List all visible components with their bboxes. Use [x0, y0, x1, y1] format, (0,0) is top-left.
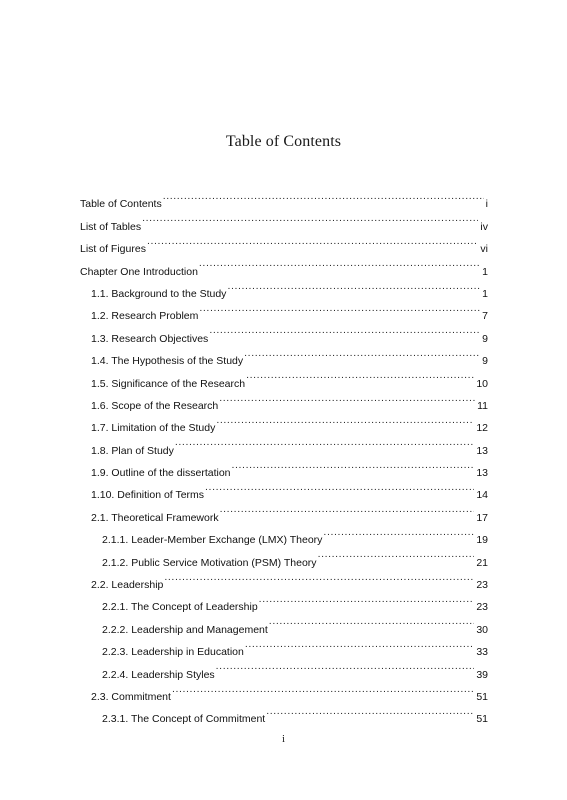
toc-entry-label: List of Tables	[80, 220, 142, 233]
toc-entry[interactable]	[80, 230, 488, 256]
toc-entry-label: 1.4. The Hypothesis of the Study	[91, 355, 244, 368]
toc-entry-page: 39	[476, 668, 488, 681]
toc-entry-page: 51	[476, 690, 488, 703]
toc-entry-label: 2.2.1. The Concept of Leadership	[102, 601, 258, 614]
toc-entry-page: iv	[480, 220, 488, 233]
toc-dot-leader	[269, 610, 475, 632]
toc-entry-label: 2.3.1. The Concept of Commitment	[102, 713, 266, 726]
toc-dot-leader	[266, 700, 474, 722]
toc-entry-page: 9	[482, 332, 488, 345]
toc-entry-label: 1.10. Definition of Terms	[91, 489, 205, 502]
toc-dot-leader	[164, 566, 474, 588]
toc-entry[interactable]	[80, 207, 488, 233]
toc-dot-leader	[219, 387, 475, 409]
toc-entry-page: 19	[476, 534, 488, 547]
toc-dot-leader	[259, 588, 475, 610]
toc-entry-label: 1.8. Plan of Study	[91, 444, 174, 457]
toc-dot-leader	[232, 454, 475, 476]
toc-entry-label: Chapter One Introduction	[80, 265, 198, 278]
toc-dot-leader	[142, 207, 478, 229]
toc-dot-leader	[147, 230, 478, 252]
toc-entry-page: 1	[482, 265, 488, 278]
toc-dot-leader	[323, 521, 474, 543]
toc-entry-page: 30	[476, 623, 488, 636]
toc-entry-label: 1.5. Significance of the Research	[91, 377, 246, 390]
toc-entry-page: 7	[482, 310, 488, 323]
toc-entry-label: Table of Contents	[80, 198, 162, 211]
toc-entry-page: 33	[476, 646, 488, 659]
toc-entry-label: 1.1. Background to the Study	[91, 287, 227, 300]
toc-entry-page: 12	[476, 422, 488, 435]
toc-entry-label: 1.6. Scope of the Research	[91, 399, 219, 412]
toc-entry-label: 2.2.3. Leadership in Education	[102, 646, 244, 659]
toc-entry-label: 2.2.4. Leadership Styles	[102, 668, 215, 681]
toc-dot-leader	[220, 498, 475, 520]
toc-entry-page: 10	[476, 377, 488, 390]
toc-entry-label: 1.2. Research Problem	[91, 310, 199, 323]
toc-entry-page: 9	[482, 355, 488, 368]
toc-dot-leader	[246, 364, 474, 386]
toc-dot-leader	[216, 655, 475, 677]
toc-entry-label: 1.9. Outline of the dissertation	[91, 467, 231, 480]
toc-entry-page: 11	[477, 399, 488, 412]
toc-entry-page: 13	[476, 467, 488, 480]
toc-entry-label: 2.1.1. Leader-Member Exchange (LMX) Theory	[102, 534, 323, 547]
toc-entry-page: 13	[476, 444, 488, 457]
toc-entry-page: i	[485, 198, 488, 211]
toc-dot-leader	[244, 342, 480, 364]
toc-dot-leader	[163, 185, 484, 207]
toc-entry-page: 51	[476, 713, 488, 726]
toc-entry-label: 2.2.2. Leadership and Management	[102, 623, 268, 636]
toc-entry-label: 2.2. Leadership	[91, 579, 164, 592]
toc-dot-leader	[205, 476, 474, 498]
toc-entry[interactable]	[80, 185, 488, 211]
toc-dot-leader	[172, 678, 474, 700]
toc-dot-leader	[199, 297, 480, 319]
toc-entry-label: 2.1. Theoretical Framework	[91, 511, 219, 524]
toc-entry-page: 1	[482, 287, 488, 300]
toc-entry-label: 2.3. Commitment	[91, 690, 171, 703]
toc-entry-page: 14	[476, 489, 488, 502]
toc-entry-label: 2.1.2. Public Service Motivation (PSM) Theory	[102, 556, 317, 569]
toc-entry-label: 1.3. Research Objectives	[91, 332, 209, 345]
toc-entry-page: 23	[476, 579, 488, 592]
toc-dot-leader	[216, 409, 474, 431]
table-of-contents	[80, 185, 488, 726]
toc-entry-page: vi	[480, 243, 488, 256]
toc-dot-leader	[199, 252, 480, 274]
toc-entry-label: 1.7. Limitation of the Study	[91, 422, 216, 435]
toc-entry-label: List of Figures	[80, 243, 146, 256]
page-title: Table of Contents	[225, 133, 342, 150]
toc-dot-leader	[209, 319, 480, 341]
toc-dot-leader	[175, 431, 474, 453]
page-number: i	[281, 733, 286, 745]
toc-entry-page: 21	[476, 556, 488, 569]
toc-dot-leader	[245, 633, 474, 655]
toc-entry-page: 17	[476, 511, 488, 524]
toc-dot-leader	[318, 543, 475, 565]
toc-dot-leader	[227, 275, 480, 297]
toc-entry-page: 23	[476, 601, 488, 614]
